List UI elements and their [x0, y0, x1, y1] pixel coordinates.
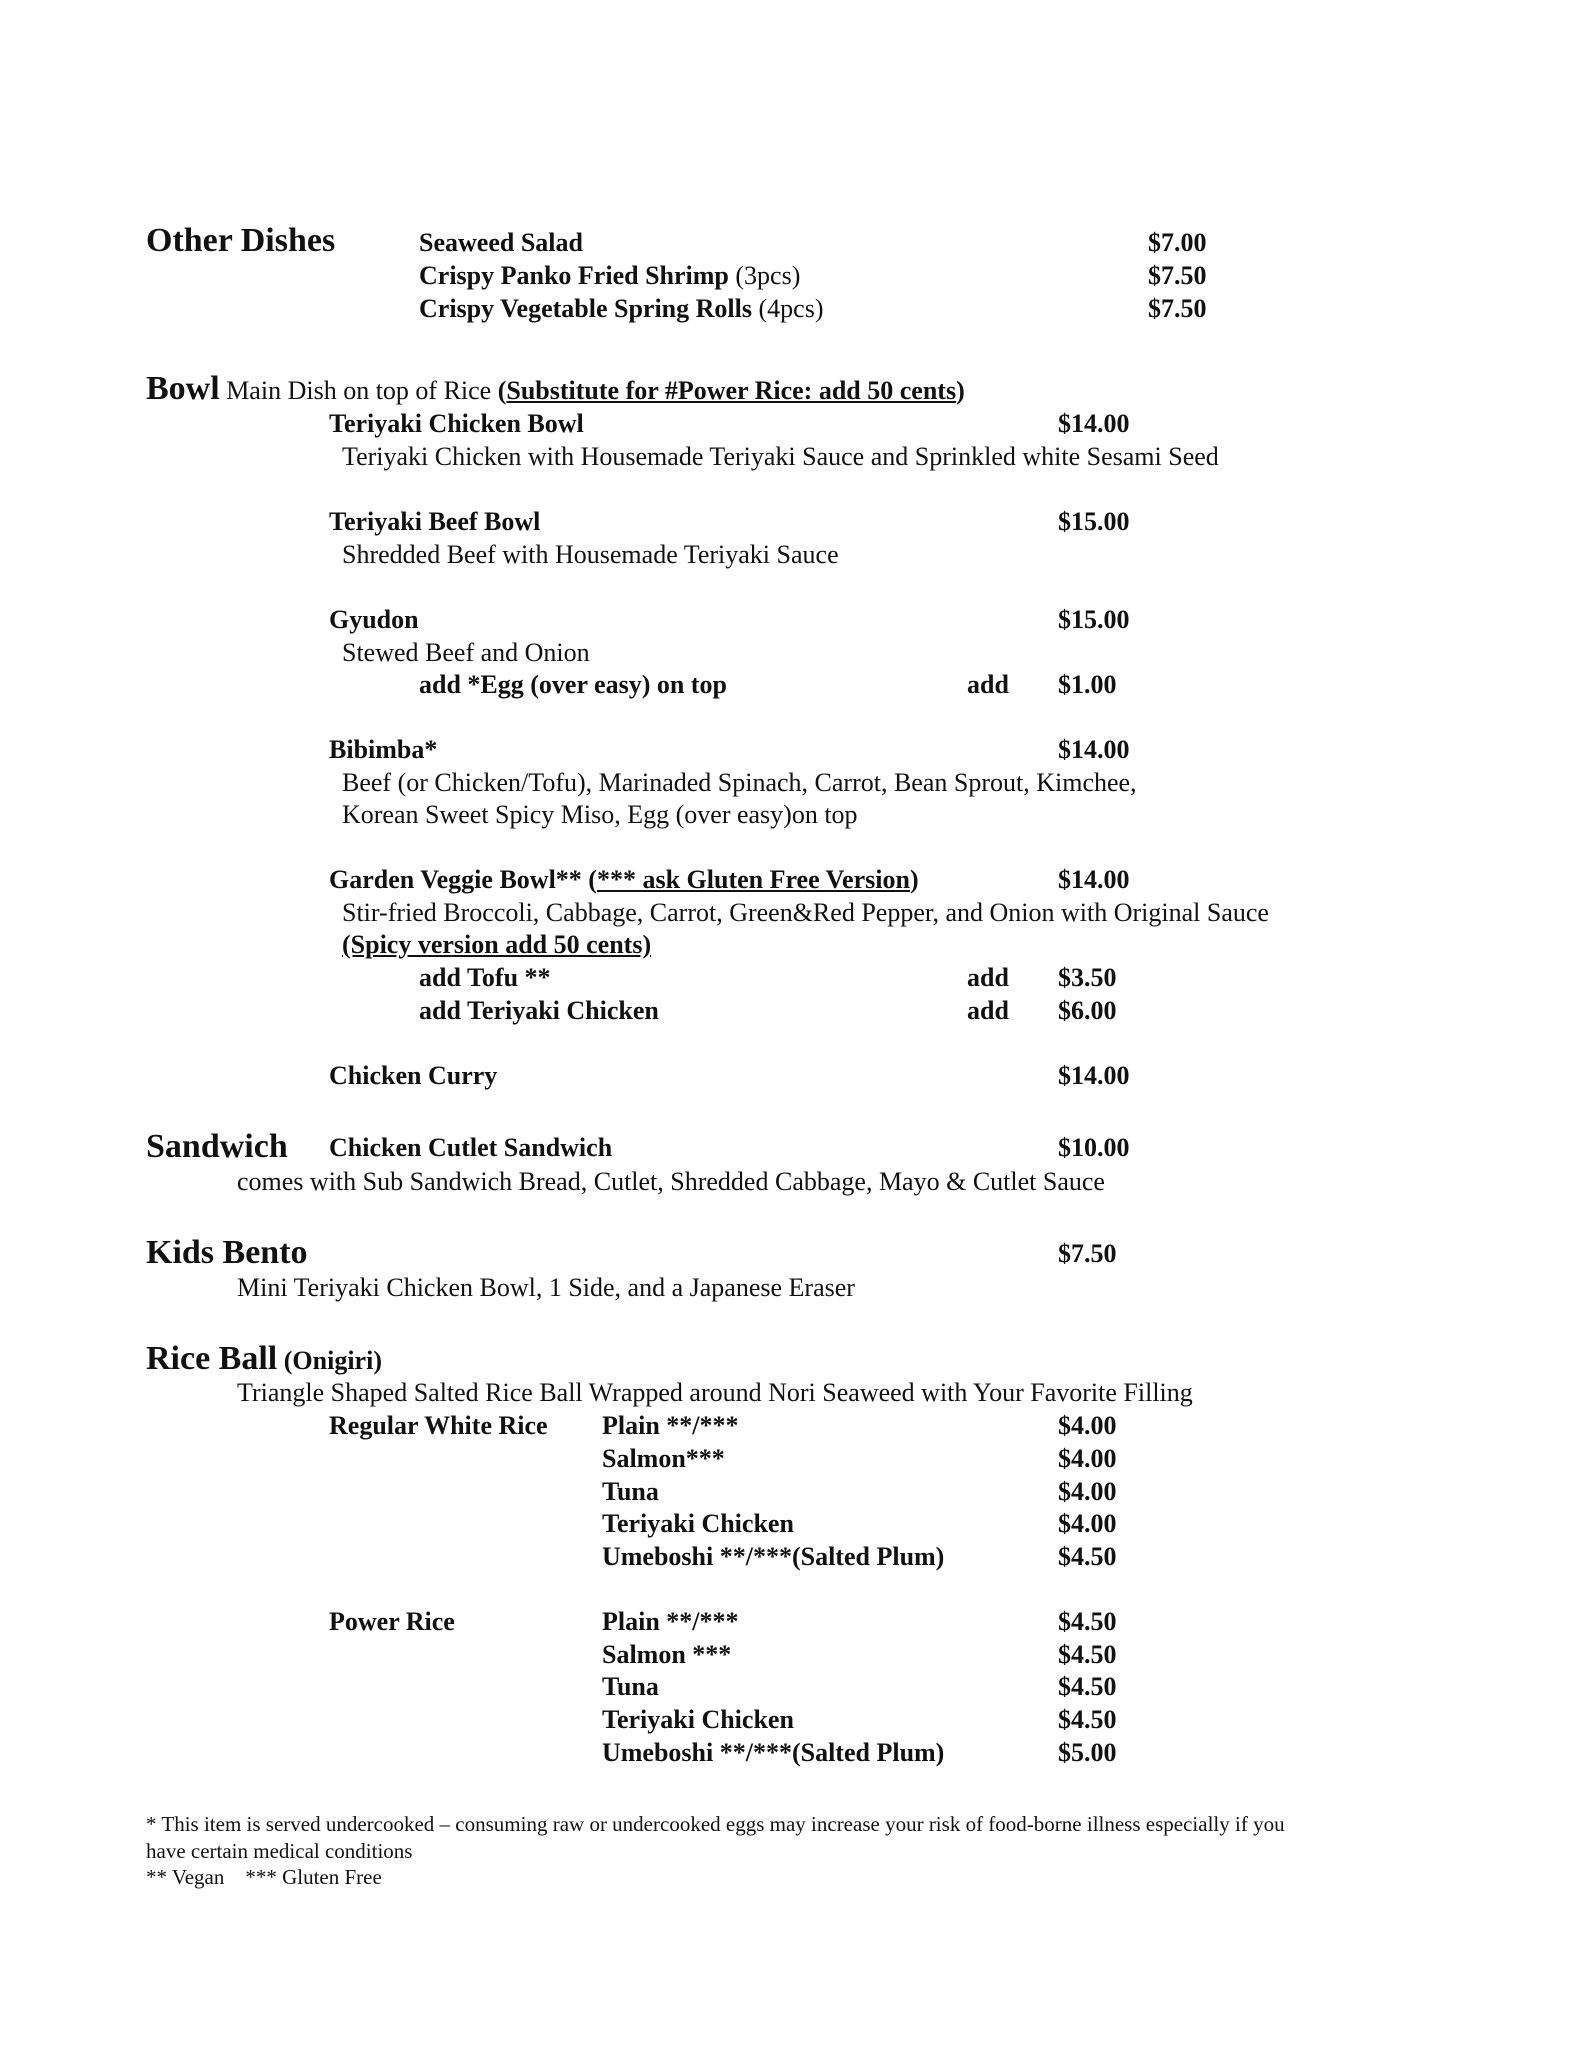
item-price: $4.50 — [1058, 1672, 1117, 1701]
item-name: Crispy Panko Fried Shrimp — [419, 261, 729, 290]
item-description: Beef (or Chicken/Tofu), Marinaded Spinach, Carrot, Bean Sprout, Kimchee, — [342, 768, 1137, 797]
item-description: comes with Sub Sandwich Bread, Cutlet, Shredded Cabbage, Mayo & Cutlet Sauce — [237, 1167, 1105, 1196]
item-price: $7.50 — [1148, 294, 1207, 323]
item-name: Seaweed Salad — [419, 228, 583, 257]
item-name: Plain **/*** — [602, 1607, 739, 1636]
item-price: $7.00 — [1148, 228, 1207, 257]
item-price: $4.00 — [1058, 1444, 1117, 1473]
addon-price: $3.50 — [1058, 963, 1117, 992]
item-name: Gyudon — [329, 605, 419, 634]
item-note: (3pcs) — [728, 261, 801, 290]
addon-price: $6.00 — [1058, 996, 1117, 1025]
item-price: $15.00 — [1058, 605, 1130, 634]
item-name: Salmon *** — [602, 1640, 732, 1669]
item-name-text: Garden Veggie Bowl** ( — [329, 865, 597, 894]
menu-item — [419, 261, 800, 291]
footnote-undercooked-cont: have certain medical conditions — [146, 1839, 413, 1863]
item-description: Stir-fried Broccoli, Cabbage, Carrot, Green&Red Pepper, and Onion with Original Sauce — [342, 898, 1269, 927]
addon-label: add Tofu ** — [419, 963, 551, 992]
item-name: Teriyaki Chicken — [602, 1705, 794, 1734]
item-price: $4.50 — [1058, 1705, 1117, 1734]
item-description: Teriyaki Chicken with Housemade Teriyaki Sauce and Sprinkled white Sesami Seed — [342, 442, 1219, 471]
item-description: Shredded Beef with Housemade Teriyaki Sauce — [342, 540, 839, 569]
addon-add: add — [967, 670, 1009, 699]
item-price: $15.00 — [1058, 507, 1130, 536]
item-note: (4pcs) — [752, 294, 824, 323]
item-description: Triangle Shaped Salted Rice Ball Wrapped around Nori Seaweed with Your Favorite Filling — [237, 1378, 1193, 1407]
addon-add: add — [967, 963, 1009, 992]
item-name: Tuna — [602, 1672, 659, 1701]
item-name: Bibimba* — [329, 735, 438, 764]
rice-ball-subheading: (Onigiri) — [277, 1346, 382, 1375]
menu-item — [419, 228, 583, 258]
item-price: $5.00 — [1058, 1738, 1117, 1767]
bowl-subtitle: Main Dish on top of Rice — [226, 376, 498, 405]
item-price: $4.00 — [1058, 1477, 1117, 1506]
item-price: $14.00 — [1058, 409, 1130, 438]
item-name: Tuna — [602, 1477, 659, 1506]
rice-ball-heading: Rice Ball — [146, 1340, 278, 1377]
item-name: Salmon*** — [602, 1444, 725, 1473]
item-price: $7.50 — [1148, 261, 1207, 290]
rice-group-label: Power Rice — [329, 1607, 455, 1636]
item-name: Umeboshi **/***(Salted Plum) — [602, 1542, 945, 1571]
bowl-heading: Bowl — [146, 370, 220, 407]
item-price: $4.50 — [1058, 1542, 1117, 1571]
rice-ball-header-line — [146, 1340, 382, 1378]
bowl-substitute-note: Substitute for #Power Rice: add 50 cents — [506, 376, 957, 405]
item-name: Plain **/*** — [602, 1411, 739, 1440]
addon-add: add — [967, 996, 1009, 1025]
item-name: Teriyaki Beef Bowl — [329, 507, 541, 536]
footnote-legend: ** Vegan *** Gluten Free — [146, 1865, 382, 1889]
addon-label: add *Egg (over easy) on top — [419, 670, 727, 699]
addon-price: $1.00 — [1058, 670, 1117, 699]
item-price: $7.50 — [1058, 1239, 1117, 1268]
sandwich-heading: Sandwich — [146, 1128, 288, 1165]
footnote-undercooked: * This item is served undercooked – consuming raw or undercooked eggs may increase your risk of food-borne illness especially if you — [146, 1812, 1285, 1836]
bowl-subtitle-open: ( — [497, 376, 507, 405]
item-name: Chicken Curry — [329, 1061, 498, 1090]
item-price: $4.00 — [1058, 1411, 1117, 1440]
item-description: Stewed Beef and Onion — [342, 638, 590, 667]
item-price: $4.50 — [1058, 1640, 1117, 1669]
kids-bento-heading: Kids Bento — [146, 1234, 308, 1271]
item-name: Umeboshi **/***(Salted Plum) — [602, 1738, 945, 1767]
other-dishes-heading: Other Dishes — [146, 222, 336, 259]
item-price: $14.00 — [1058, 1061, 1130, 1090]
item-price: $10.00 — [1058, 1133, 1130, 1162]
item-price: $4.00 — [1058, 1509, 1117, 1538]
menu-item — [419, 294, 823, 324]
item-name-close: ) — [909, 865, 919, 894]
rice-group-label: Regular White Rice — [329, 1411, 548, 1440]
addon-label: add Teriyaki Chicken — [419, 996, 659, 1025]
item-price: $14.00 — [1058, 735, 1130, 764]
bowl-subtitle-close: ) — [956, 376, 965, 405]
item-price: $14.00 — [1058, 865, 1130, 894]
item-price: $4.50 — [1058, 1607, 1117, 1636]
item-name: Teriyaki Chicken — [602, 1509, 794, 1538]
item-name: Crispy Vegetable Spring Rolls — [419, 294, 752, 323]
item-name — [329, 865, 919, 895]
item-name: Teriyaki Chicken Bowl — [329, 409, 584, 438]
item-name: Chicken Cutlet Sandwich — [329, 1133, 613, 1162]
item-description: Mini Teriyaki Chicken Bowl, 1 Side, and a Japanese Eraser — [237, 1273, 855, 1302]
item-description: Korean Sweet Spicy Miso, Egg (over easy)on top — [342, 800, 858, 829]
bowl-header-line — [146, 370, 965, 408]
gluten-free-note: *** ask Gluten Free Version — [596, 865, 910, 894]
spicy-note: (Spicy version add 50 cents) — [342, 930, 652, 959]
